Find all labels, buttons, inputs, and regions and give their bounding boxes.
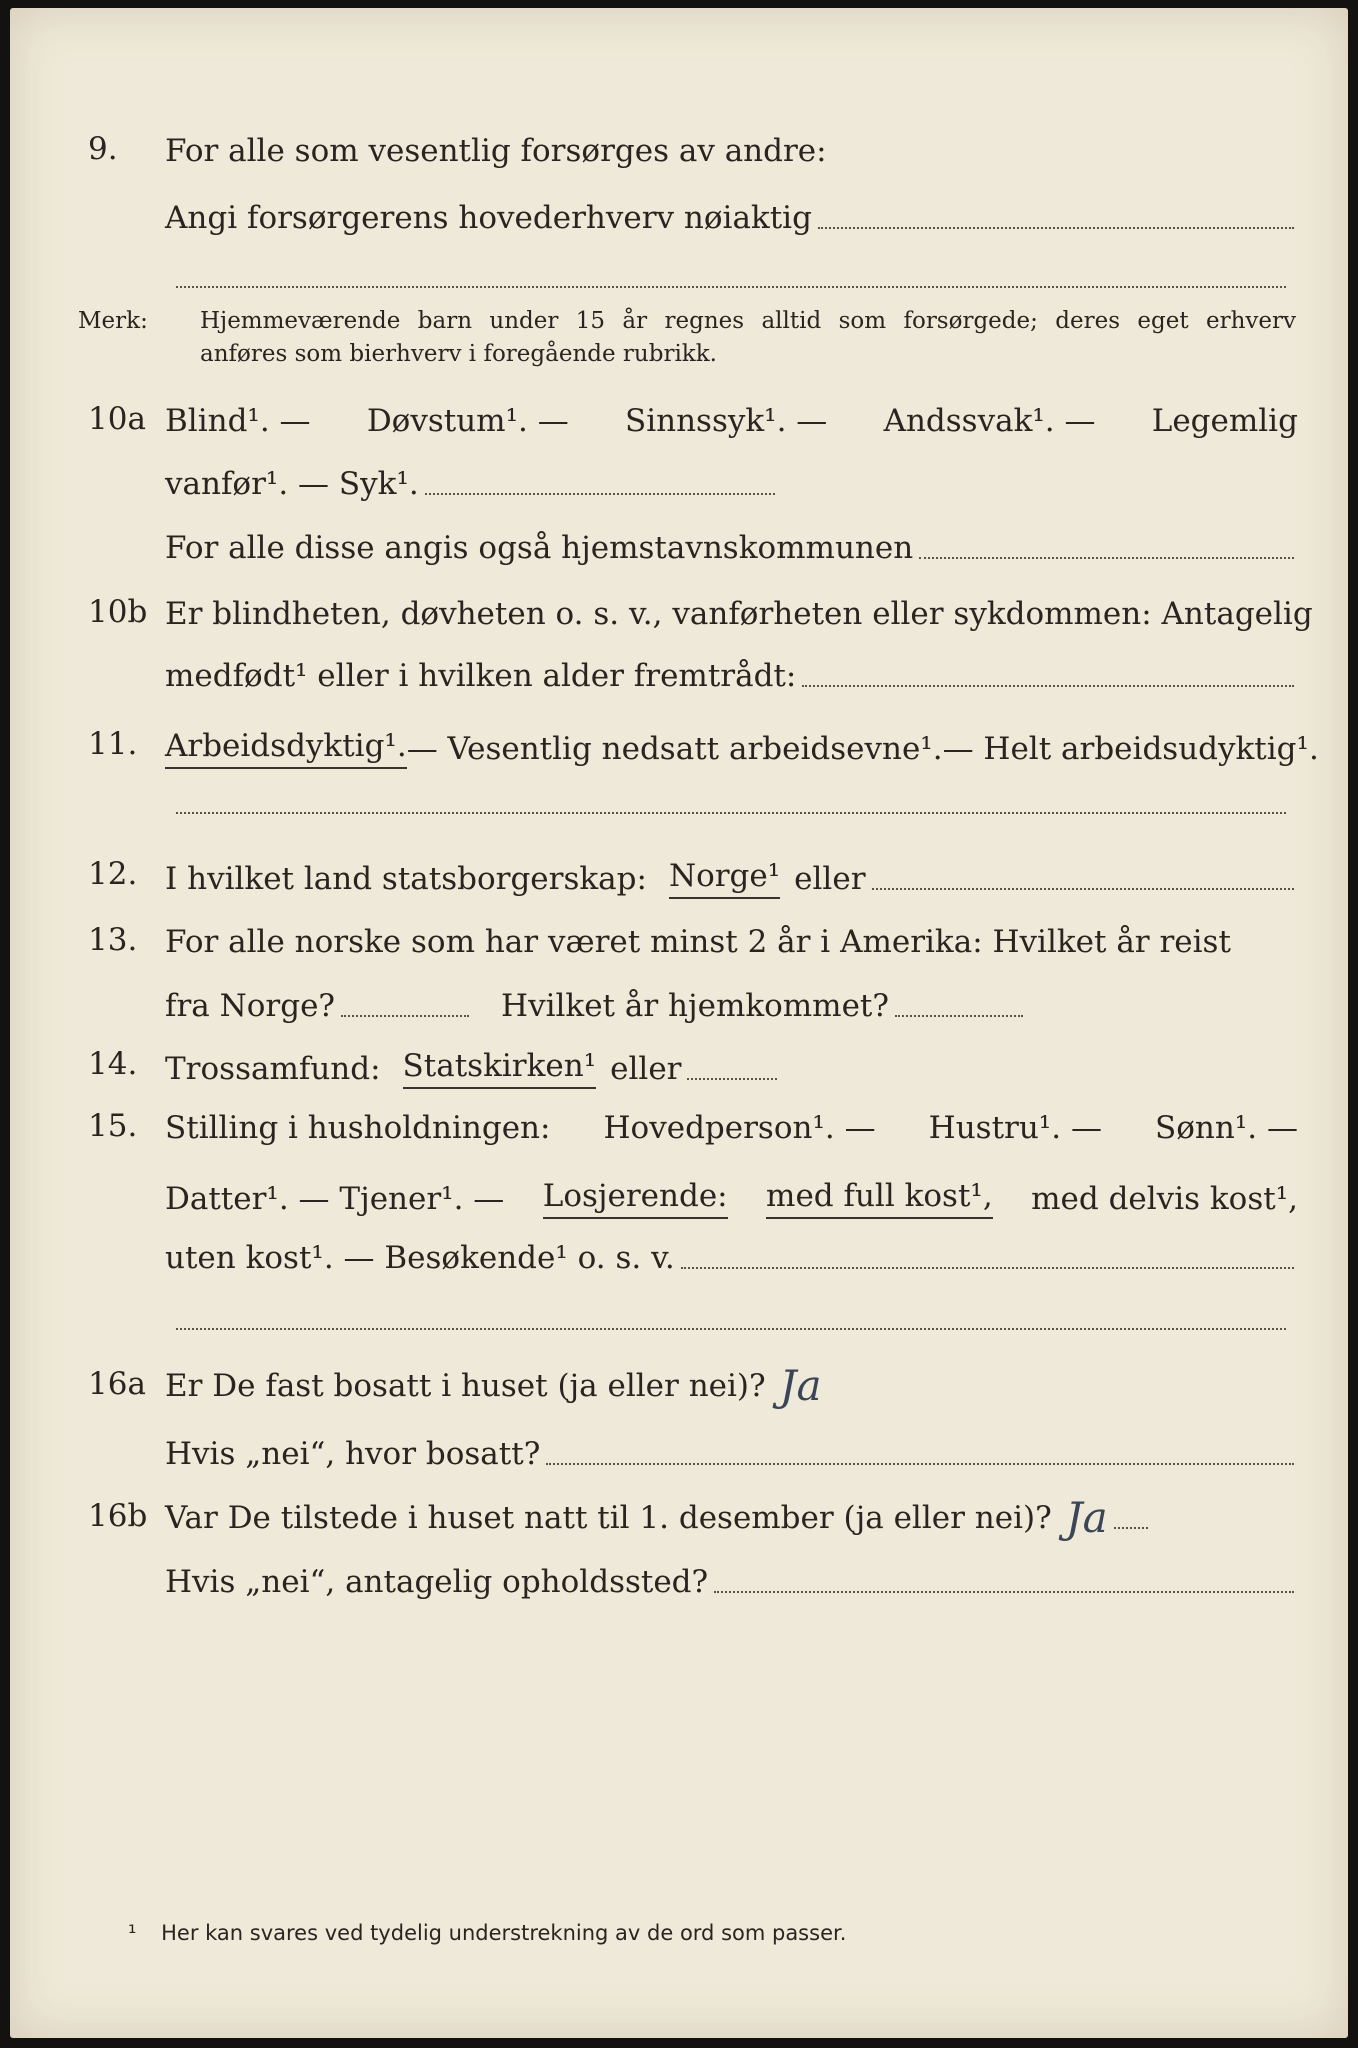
option-losjerende[interactable]: Losjerende: bbox=[543, 1176, 728, 1219]
answer-line[interactable] bbox=[687, 1078, 777, 1080]
question-text: fra Norge? bbox=[165, 988, 336, 1024]
option-hovedperson[interactable]: Hovedperson¹. — bbox=[603, 1110, 876, 1146]
handwritten-answer[interactable]: Ja bbox=[1065, 1493, 1108, 1542]
question-12 bbox=[10, 848, 1348, 904]
question-number: 10a bbox=[88, 401, 146, 437]
question-10b-line-2 bbox=[10, 648, 1348, 704]
answer-line[interactable] bbox=[681, 1267, 1294, 1269]
option-uten-kost-besokende[interactable]: uten kost¹. — Besøkende¹ o. s. v. bbox=[165, 1240, 675, 1276]
answer-line[interactable] bbox=[1114, 1527, 1148, 1529]
question-10b bbox=[10, 586, 1348, 642]
answer-line[interactable] bbox=[546, 1463, 1294, 1465]
question-16a-line-2 bbox=[10, 1426, 1348, 1482]
note-text-line-2: anføres som bierhverv i foregående rubrikk. bbox=[200, 341, 717, 367]
question-text: Er blindheten, døvheten o. s. v., vanførheten eller sykdommen: Antagelig bbox=[165, 596, 1313, 632]
question-text: Hvis „nei“, antagelig opholdssted? bbox=[165, 1564, 709, 1600]
question-number: 12. bbox=[88, 856, 138, 892]
question-text: Er De fast bosatt i huset (ja eller nei)? bbox=[165, 1368, 766, 1404]
option-blind[interactable]: Blind¹. — bbox=[165, 403, 311, 439]
option-andssvak[interactable]: Andssvak¹. — bbox=[883, 403, 1096, 439]
question-16b bbox=[10, 1490, 1348, 1546]
question-text: Hvilket år hjemkommet? bbox=[501, 988, 890, 1024]
question-text: Hvis „nei“, hvor bosatt? bbox=[165, 1436, 541, 1472]
question-13-line-2 bbox=[10, 978, 1348, 1034]
option-med-delvis-kost[interactable]: med delvis kost¹, bbox=[1031, 1181, 1298, 1217]
question-text: For alle som vesentlig forsørges av andre: bbox=[165, 133, 827, 169]
question-11 bbox=[10, 718, 1348, 774]
answer-line[interactable] bbox=[425, 493, 775, 495]
question-number: 16a bbox=[88, 1366, 146, 1402]
question-text: Stilling i husholdningen: bbox=[165, 1110, 551, 1146]
option-norge[interactable]: Norge¹ bbox=[669, 856, 780, 899]
question-text: eller bbox=[610, 1051, 682, 1087]
option-statskirken[interactable]: Statskirken¹ bbox=[403, 1046, 597, 1089]
question-number: 16b bbox=[88, 1498, 148, 1534]
question-text: For alle disse angis også hjemstavnskommunen bbox=[165, 530, 914, 566]
question-text: For alle norske som har været minst 2 år i Amerika: Hvilket år reist bbox=[165, 924, 1231, 960]
note-text-line-1: Hjemmeværende barn under 15 år regnes alltid som forsørgede; deres eget erhverv bbox=[200, 308, 1296, 334]
question-15 bbox=[10, 1100, 1348, 1156]
option-sonn[interactable]: Sønn¹. — bbox=[1155, 1110, 1298, 1146]
footnote-marker: ¹ bbox=[128, 1921, 137, 1945]
question-16a bbox=[10, 1358, 1348, 1414]
question-10a-line-3 bbox=[10, 520, 1348, 576]
question-text: Angi forsørgerens hovederhverv nøiaktig bbox=[165, 200, 812, 236]
answer-line[interactable] bbox=[341, 1015, 469, 1017]
answer-line[interactable] bbox=[176, 286, 1286, 288]
question-9-line-2 bbox=[10, 190, 1348, 246]
option-legemlig[interactable]: Legemlig bbox=[1151, 403, 1298, 439]
option-sinnssyk[interactable]: Sinnssyk¹. — bbox=[624, 403, 828, 439]
census-form-page bbox=[10, 8, 1348, 2038]
option-vanfor-syk[interactable]: vanfør¹. — Syk¹. bbox=[165, 466, 419, 502]
answer-line[interactable] bbox=[919, 557, 1294, 559]
question-9 bbox=[10, 123, 1348, 179]
question-number: 11. bbox=[88, 726, 138, 762]
question-text: medfødt¹ eller i hvilken alder fremtrådt: bbox=[165, 658, 797, 694]
option-hustru[interactable]: Hustru¹. — bbox=[928, 1110, 1102, 1146]
option-arbeidsdyktig[interactable]: Arbeidsdyktig¹. bbox=[165, 726, 407, 769]
option-dovstum[interactable]: Døvstum¹. — bbox=[366, 403, 569, 439]
question-10a-line-2 bbox=[10, 456, 1348, 512]
question-text: Trossamfund: bbox=[165, 1051, 381, 1087]
option-nedsatt[interactable]: — Vesentlig nedsatt arbeidsevne¹. bbox=[406, 731, 943, 767]
answer-line[interactable] bbox=[176, 1328, 1286, 1330]
question-15-line-2 bbox=[10, 1168, 1348, 1224]
note-label: Merk: bbox=[78, 308, 148, 334]
question-number: 14. bbox=[88, 1046, 138, 1082]
option-arbeidsudyktig[interactable]: — Helt arbeidsudyktig¹. bbox=[942, 731, 1319, 767]
handwritten-answer[interactable]: Ja bbox=[779, 1361, 822, 1410]
question-15-line-3 bbox=[10, 1230, 1348, 1286]
answer-line[interactable] bbox=[895, 1015, 1023, 1017]
option-med-full-kost[interactable]: med full kost¹, bbox=[766, 1176, 993, 1219]
question-10a bbox=[10, 393, 1348, 449]
question-number: 13. bbox=[88, 922, 138, 958]
question-number: 9. bbox=[88, 131, 118, 167]
footnote bbox=[128, 1921, 846, 1945]
question-number: 15. bbox=[88, 1108, 138, 1144]
answer-line[interactable] bbox=[176, 812, 1286, 814]
question-16b-line-2 bbox=[10, 1554, 1348, 1610]
answer-line[interactable] bbox=[802, 685, 1294, 687]
footnote-text: Her kan svares ved tydelig understrekning av de ord som passer. bbox=[161, 1921, 847, 1945]
answer-line[interactable] bbox=[714, 1591, 1294, 1593]
question-text: eller bbox=[794, 861, 866, 897]
answer-line[interactable] bbox=[872, 888, 1294, 890]
question-text: I hvilket land statsborgerskap: bbox=[165, 861, 647, 897]
question-text: Var De tilstede i huset natt til 1. desember (ja eller nei)? bbox=[165, 1500, 1052, 1536]
answer-line[interactable] bbox=[818, 227, 1294, 229]
question-14 bbox=[10, 1038, 1348, 1094]
question-number: 10b bbox=[88, 594, 148, 630]
option-datter-tjener[interactable]: Datter¹. — Tjener¹. — bbox=[165, 1181, 505, 1217]
question-13 bbox=[10, 914, 1348, 970]
